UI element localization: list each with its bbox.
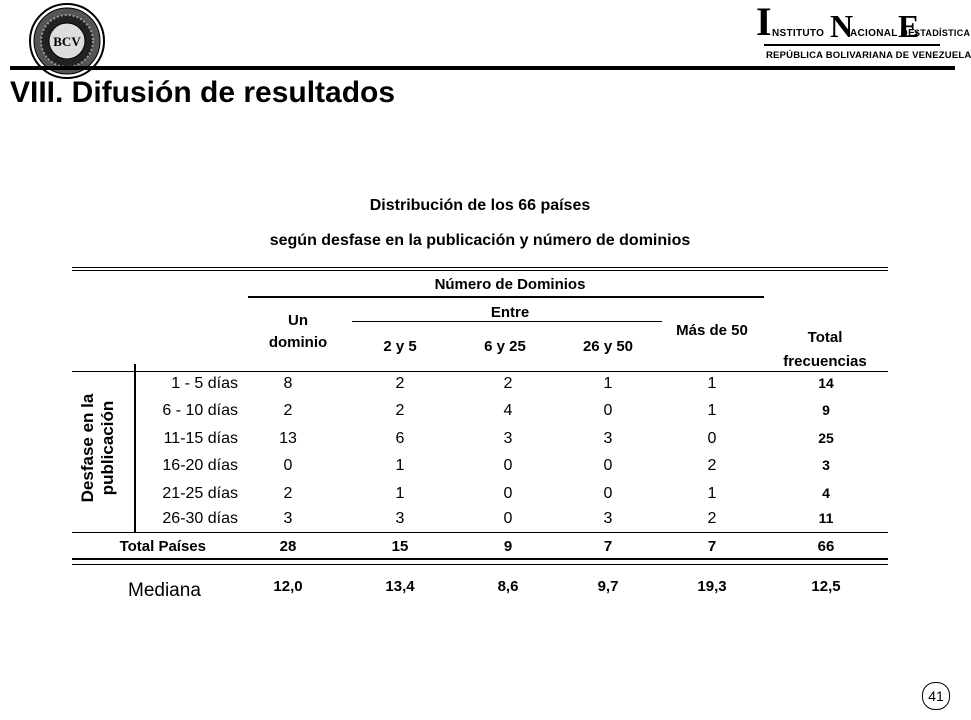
cell: 3 [395, 510, 405, 527]
row-label: 11-15 días [163, 430, 238, 447]
total-top-rule [72, 532, 888, 533]
header-mas-de-50: Más de 50 [676, 322, 748, 339]
total-cell: 7 [707, 538, 717, 555]
header-numero-dominios: Número de Dominios [434, 276, 586, 293]
cell: 2 [503, 375, 513, 392]
cell: 2 [283, 485, 293, 502]
total-cell: 15 [391, 538, 409, 555]
ine-logo-rule [764, 44, 940, 46]
cell: 8 [283, 375, 293, 392]
median-cell: 19,3 [697, 578, 727, 595]
median-cell: 13,4 [385, 578, 415, 595]
ine-logo: I NSTITUTO N ACIONAL DE E STADÍSTICA REPÚBLICA BOLIVARIANA DE VENEZUELA [756, 0, 971, 61]
row-label: 1 - 5 días [171, 375, 238, 392]
row-label: 6 - 10 días [162, 402, 238, 419]
cell: 1 [707, 402, 717, 419]
table-title-line2: según desfase en la publicación y número de dominios [269, 232, 691, 249]
svg-text:BCV: BCV [53, 34, 81, 49]
page-title: VIII. Difusión de resultados [10, 76, 396, 109]
table-top-rule [72, 267, 888, 268]
cell: 2 [707, 457, 717, 474]
row-total: 4 [822, 485, 830, 501]
header-un-dominio: Un dominio [268, 312, 328, 351]
median-cell: 12,0 [273, 578, 303, 595]
cell: 3 [283, 510, 293, 527]
table-title-line1: Distribución de los 66 países [369, 197, 591, 214]
median-row-label: Mediana [128, 580, 201, 601]
header-total-frecuencias: Total frecuencias [783, 329, 867, 370]
row-total: 14 [818, 375, 834, 391]
cell: 6 [395, 430, 405, 447]
row-total: 25 [818, 430, 834, 446]
total-cell: 7 [603, 538, 613, 555]
header-26y50: 26 y 50 [582, 338, 634, 355]
header-entre: Entre [490, 304, 530, 321]
cell: 3 [603, 510, 613, 527]
cell: 2 [283, 402, 293, 419]
cell: 3 [603, 430, 613, 447]
cell: 2 [707, 510, 717, 527]
row-total: 3 [822, 457, 830, 473]
cell: 1 [395, 457, 405, 474]
cell: 1 [707, 375, 717, 392]
cell: 1 [603, 375, 613, 392]
cell: 0 [707, 430, 717, 447]
cell: 4 [503, 402, 513, 419]
cell: 0 [603, 457, 613, 474]
cell: 13 [279, 430, 297, 447]
cell: 0 [503, 485, 513, 502]
cell: 0 [503, 510, 513, 527]
cell: 2 [395, 402, 405, 419]
total-cell: 28 [279, 538, 297, 555]
row-label: 21-25 días [162, 485, 238, 502]
cell: 1 [395, 485, 405, 502]
total-bottom-rule-double [72, 564, 888, 565]
cell: 0 [603, 402, 613, 419]
cell: 2 [395, 375, 405, 392]
row-label: 26-30 días [162, 510, 238, 527]
dominios-group-rule [248, 296, 764, 298]
total-row-label: Total Países [119, 538, 206, 555]
median-cell: 8,6 [497, 578, 519, 595]
cell: 1 [707, 485, 717, 502]
median-total: 12,5 [811, 578, 841, 595]
cell: 0 [603, 485, 613, 502]
total-bottom-rule [72, 558, 888, 560]
row-axis-label: Desfase en la publicación [78, 393, 117, 503]
cell: 3 [503, 430, 513, 447]
row-total: 9 [822, 402, 830, 418]
header-2y5: 2 y 5 [383, 338, 417, 355]
grand-total: 66 [817, 538, 835, 555]
header-rule [10, 66, 955, 70]
ine-logo-initial-i: I [756, 0, 772, 44]
row-total: 11 [818, 510, 834, 526]
table-top-rule-double [72, 270, 888, 271]
cell: 0 [503, 457, 513, 474]
page-number: 41 [922, 682, 950, 710]
row-label: 16-20 días [162, 457, 238, 474]
header-6y25: 6 y 25 [484, 338, 526, 355]
median-cell: 9,7 [597, 578, 619, 595]
total-cell: 9 [503, 538, 513, 555]
cell: 0 [283, 457, 293, 474]
ine-logo-subtitle: REPÚBLICA BOLIVARIANA DE VENEZUELA [766, 50, 971, 61]
entre-group-rule [352, 321, 662, 322]
